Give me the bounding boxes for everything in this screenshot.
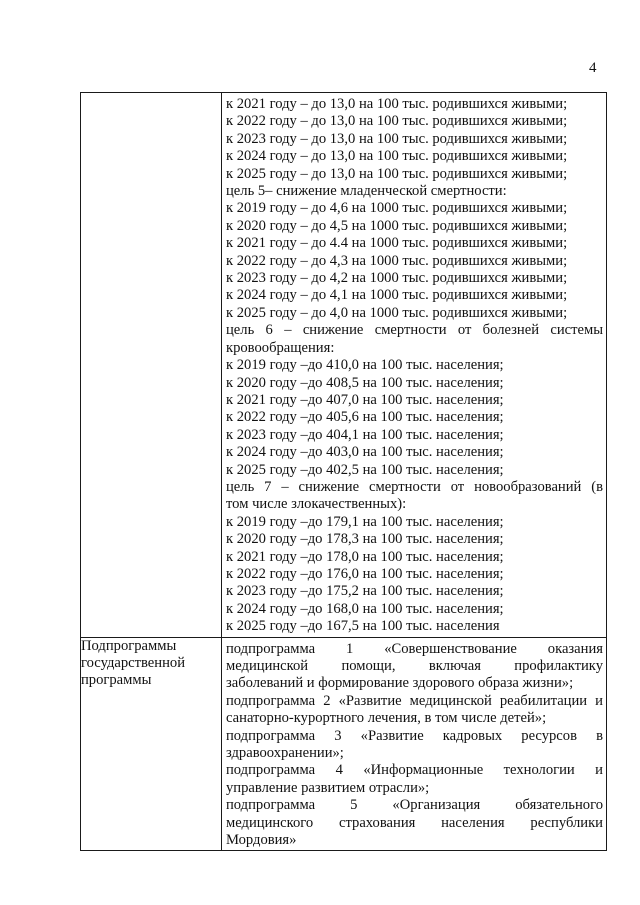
subprogram-line: управление развитием отрасли»; bbox=[226, 779, 430, 796]
target-line: к 2023 году – до 4,2 на 1000 тыс. родившихся живыми; bbox=[226, 270, 568, 287]
target-line: цель 5– снижение младенческой смертности: bbox=[226, 183, 507, 200]
subprograms-label-line: государственной bbox=[81, 655, 186, 671]
target-line: к 2022 году –до 176,0 на 100 тыс. населения; bbox=[226, 565, 504, 582]
subprograms-label-line: программы bbox=[81, 672, 152, 689]
target-line: кровообращения: bbox=[226, 339, 335, 356]
subprogram-line: подпрограмма 3 «Развитие кадровых ресурсов в bbox=[226, 727, 603, 744]
target-line: к 2024 году – до 13,0 на 100 тыс. родившихся живыми; bbox=[226, 148, 568, 165]
target-line: к 2022 году – до 4,3 на 1000 тыс. родившихся живыми; bbox=[226, 252, 568, 269]
subprogram-line: подпрограмма 5 «Организация обязательного bbox=[226, 797, 603, 814]
subprogram-line: подпрограмма 4 «Информационные технологии и bbox=[226, 762, 603, 779]
subprogram-line: медицинского страхования населения республики bbox=[226, 814, 603, 831]
target-line: к 2021 году – до 13,0 на 100 тыс. родившихся живыми; bbox=[226, 96, 568, 112]
target-line: к 2023 году – до 13,0 на 100 тыс. родившихся живыми; bbox=[226, 130, 568, 147]
target-line: к 2025 году –до 402,5 на 100 тыс. населения; bbox=[226, 461, 504, 478]
target-line: к 2025 году –до 167,5 на 100 тыс. населения bbox=[226, 618, 500, 635]
subprograms-row bbox=[81, 637, 607, 851]
target-line: к 2019 году – до 4,6 на 1000 тыс. родившихся живыми; bbox=[226, 200, 568, 217]
subprogram-line: Мордовия» bbox=[226, 832, 297, 849]
target-line: к 2020 году –до 408,5 на 100 тыс. населения; bbox=[226, 374, 504, 391]
passport-table bbox=[80, 92, 607, 851]
target-line: к 2021 году –до 407,0 на 100 тыс. населения; bbox=[226, 391, 504, 408]
subprograms-content-cell bbox=[222, 637, 607, 851]
subprogram-line: медицинской помощи, включая профилактику bbox=[226, 658, 603, 674]
subprograms-label-cell bbox=[81, 637, 222, 851]
target-line: к 2021 году –до 178,0 на 100 тыс. населения; bbox=[226, 548, 504, 565]
target-line: к 2020 году – до 4,5 на 1000 тыс. родившихся живыми; bbox=[226, 217, 568, 234]
target-line: к 2024 году –до 168,0 на 100 тыс. населения; bbox=[226, 600, 504, 617]
target-line: цель 7 – снижение смертности от новообразований (в bbox=[226, 478, 603, 495]
subprogram-line: здравоохранении»; bbox=[226, 745, 344, 762]
subprogram-line: санаторно-курортного лечения, в том числе детей»; bbox=[226, 710, 547, 727]
target-line: к 2024 году –до 403,0 на 100 тыс. населения; bbox=[226, 444, 504, 461]
subprograms-lines bbox=[222, 638, 606, 851]
target-line: к 2021 году – до 4.4 на 1000 тыс. родившихся живыми; bbox=[226, 235, 568, 252]
target-line: к 2020 году –до 178,3 на 100 тыс. населения; bbox=[226, 531, 504, 548]
target-line: том числе злокачественных): bbox=[226, 496, 407, 513]
subprogram-line: подпрограмма 2 «Развитие медицинской реабилитации и bbox=[226, 692, 603, 709]
page-number: 4 bbox=[589, 60, 597, 76]
target-line: цель 6 – снижение смертности от болезней системы bbox=[226, 322, 603, 339]
targets-lines bbox=[222, 93, 606, 637]
subprograms-label-line: Подпрограммы bbox=[81, 637, 177, 654]
subprogram-line: подпрограмма 1 «Совершенствование оказания bbox=[226, 640, 603, 657]
target-line: к 2022 году – до 13,0 на 100 тыс. родившихся живыми; bbox=[226, 113, 568, 130]
targets-label-cell bbox=[81, 93, 222, 638]
targets-content-cell bbox=[222, 93, 607, 638]
target-line: к 2023 году –до 175,2 на 100 тыс. населения; bbox=[226, 583, 504, 600]
target-line: к 2025 году – до 13,0 на 100 тыс. родившихся живыми; bbox=[226, 165, 568, 182]
target-line: к 2022 году –до 405,6 на 100 тыс. населения; bbox=[226, 409, 504, 426]
target-line: к 2019 году –до 179,1 на 100 тыс. населения; bbox=[226, 513, 504, 530]
target-line: к 2025 году – до 4,0 на 1000 тыс. родившихся живыми; bbox=[226, 304, 568, 321]
subprogram-line: заболеваний и формирование здорового образа жизни»; bbox=[226, 675, 574, 692]
targets-row bbox=[81, 93, 607, 638]
target-line: к 2023 году –до 404,1 на 100 тыс. населения; bbox=[226, 426, 504, 443]
target-line: к 2024 году – до 4,1 на 1000 тыс. родившихся живыми; bbox=[226, 287, 568, 304]
target-line: к 2019 году –до 410,0 на 100 тыс. населения; bbox=[226, 357, 504, 374]
